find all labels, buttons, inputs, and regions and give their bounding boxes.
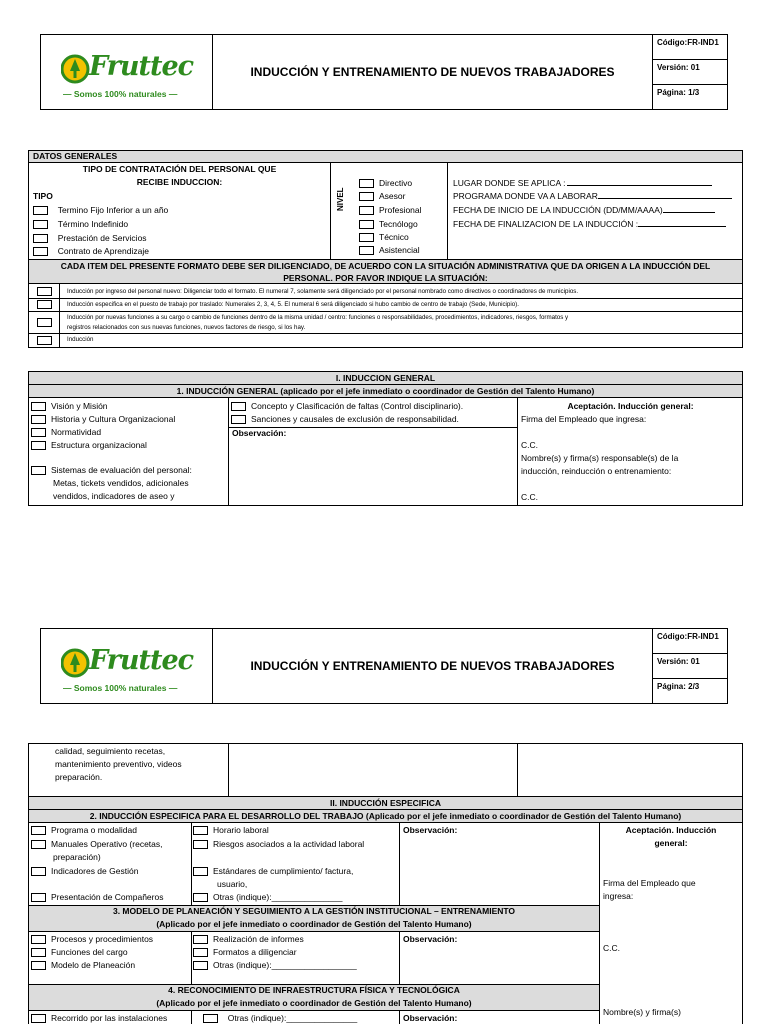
checkbox[interactable] <box>31 826 46 835</box>
checklist-item[interactable]: Estructura organizacional <box>31 440 147 451</box>
document-title: INDUCCIÓN Y ENTRENAMIENTO DE NUEVOS TRABAJADORES <box>213 35 653 109</box>
checkbox[interactable] <box>193 948 208 957</box>
cc-label[interactable]: C.C. <box>521 492 538 502</box>
firma-label[interactable]: ingresa: <box>603 891 634 901</box>
datos-generales-section <box>28 150 743 348</box>
observacion-label: Observación: <box>403 1013 458 1023</box>
observacion-label: Observación: <box>232 428 287 438</box>
checkbox[interactable] <box>193 961 208 970</box>
nivel-option[interactable]: Tecnólogo <box>359 219 418 230</box>
checkbox[interactable] <box>359 233 374 242</box>
checkbox[interactable] <box>37 336 52 345</box>
checkbox[interactable] <box>359 220 374 229</box>
checklist-item[interactable]: Programa o modalidad <box>31 825 137 836</box>
checklist-item[interactable]: Estándares de cumplimiento/ factura, <box>193 866 353 877</box>
checklist-item[interactable]: Normatividad <box>31 427 101 438</box>
cc-label[interactable]: C.C. <box>603 943 620 953</box>
section-title: II. INDUCCIÓN ESPECIFICA <box>29 796 742 810</box>
checklist-item[interactable]: Realización de informes <box>193 934 304 945</box>
situacion-text: Inducción especifica en el puesto de trabajo por traslado: Numerales 2, 3, 4, 5. El numeral 6 será diligenciado si hubo cambio de centro de trabajo (Sede, Municipio). <box>67 301 519 308</box>
checklist-item[interactable]: Indicadores de Gestión <box>31 866 138 877</box>
situacion-text: Inducción <box>67 336 94 343</box>
logo-cell <box>41 35 213 109</box>
checkbox[interactable] <box>203 1014 218 1023</box>
checkbox[interactable] <box>31 428 46 437</box>
situacion-text: Inducción por ingreso del personal nuevo: Diligenciar todo el formato. El numeral 7, solamente será diligenciado por el personal nombrado como directivos o coordinadores de municipios. <box>67 288 579 295</box>
situacion-text: Inducción por nuevas funciones a su cargo o cambio de funciones dentro de la misma unidad / centro: funciones o responsabilidades, procedimientos, indicadores, riesgos, formatos y <box>67 314 569 321</box>
checklist-item[interactable]: Otras (indique):__________________ <box>193 960 357 971</box>
checklist-item[interactable]: Riesgos asociados a la actividad laboral <box>193 839 364 850</box>
checkbox[interactable] <box>359 179 374 188</box>
tipo-heading-2: RECIBE INDUCCION: <box>136 177 223 187</box>
checklist-item-cont: Metas, tickets vendidos, adicionales <box>53 478 189 488</box>
nivel-option[interactable]: Profesional <box>359 205 422 216</box>
checkbox[interactable] <box>33 234 48 243</box>
section-3-subtitle: (Aplicado por el jefe inmediato o coordinador de Gestión del Talento Humano) <box>156 919 472 929</box>
checklist-item[interactable]: Modelo de Planeación <box>31 960 135 971</box>
checkbox[interactable] <box>37 318 52 327</box>
checkbox[interactable] <box>359 206 374 215</box>
logo-text: Fruttec <box>89 51 194 82</box>
checkbox[interactable] <box>31 867 46 876</box>
firma-label[interactable]: Firma del Empleado que <box>603 878 696 888</box>
nombres-label-1: Nombre(s) y firma(s) responsable(s) de la <box>521 453 679 463</box>
programa-field[interactable]: PROGRAMA DONDE VA A LABORAR <box>453 191 732 202</box>
checkbox[interactable] <box>33 247 48 256</box>
checkbox[interactable] <box>31 840 46 849</box>
checkbox[interactable] <box>359 192 374 201</box>
logo-text: Fruttec <box>89 645 194 676</box>
checkbox[interactable] <box>31 441 46 450</box>
situacion-text: registros relacionados con sus nuevas funciones, nuevos factores de riesgo, si los hay. <box>67 324 306 331</box>
observacion-label: Observación: <box>403 934 458 944</box>
tipo-label: TIPO <box>33 191 53 201</box>
tipo-option[interactable]: Término Indefinido <box>33 219 128 230</box>
induccion-especifica-section <box>28 743 743 1024</box>
page-number: Página: 1/3 <box>657 88 700 97</box>
notice-line-1: CADA ITEM DEL PRESENTE FORMATO DEBE SER DILIGENCIADO, DE ACUERDO CON LA SITUACIÓN ADMINISTRATIVA QUE DA ORIGEN A LA INDUCCIÓN DEL <box>60 261 711 271</box>
tipo-heading-1: TIPO DE CONTRATACIÓN DEL PERSONAL QUE <box>82 164 277 174</box>
header-page-1 <box>40 34 728 110</box>
checkbox[interactable] <box>37 300 52 309</box>
tipo-option[interactable]: Contrato de Aprendizaje <box>33 246 149 257</box>
nivel-option[interactable]: Asistencial <box>359 245 420 256</box>
checkbox[interactable] <box>31 415 46 424</box>
induccion-general-section <box>28 371 743 506</box>
checkbox[interactable] <box>193 840 208 849</box>
checklist-item[interactable]: Sanciones y causales de exclusión de responsabilidad. <box>231 414 459 425</box>
fecha-inicio-field[interactable]: FECHA DE INICIO DE LA INDUCCIÓN (DD/MM/AAAA) <box>453 205 715 216</box>
checkbox[interactable] <box>31 466 46 475</box>
logo-tagline: — Somos 100% naturales — <box>63 89 178 99</box>
nivel-label: NIVEL <box>336 187 345 211</box>
checklist-item[interactable]: Funciones del cargo <box>31 947 128 958</box>
checkbox[interactable] <box>31 402 46 411</box>
checkbox[interactable] <box>193 826 208 835</box>
checklist-item[interactable]: Procesos y procedimientos <box>31 934 153 945</box>
continuation-text: mantenimiento preventivo, videos <box>55 759 182 769</box>
version: Versión: 01 <box>653 60 728 85</box>
observacion-label: Observación: <box>403 825 458 835</box>
section-3-title: 3. MODELO DE PLANEACIÓN Y SEGUIMIENTO A LA GESTIÓN INSTITUCIONAL – ENTRENAMIENTO <box>112 906 516 916</box>
checkbox[interactable] <box>33 220 48 229</box>
cc-label[interactable]: C.C. <box>521 440 538 450</box>
checkbox[interactable] <box>31 961 46 970</box>
continuation-text: calidad, seguimiento recetas, <box>55 746 166 756</box>
notice-line-2: PERSONAL. POR FAVOR INDIQUE LA SITUACIÓN: <box>283 273 488 283</box>
codigo: Código:FR-IND1 <box>653 35 728 60</box>
aceptacion-label: Aceptación. Inducción general: <box>567 401 694 411</box>
checklist-item[interactable]: Presentación de Compañeros <box>31 892 163 903</box>
document-title: INDUCCIÓN Y ENTRENAMIENTO DE NUEVOS TRABAJADORES <box>213 629 653 703</box>
checklist-item[interactable]: Sistemas de evaluación del personal: <box>31 465 192 476</box>
checkbox[interactable] <box>33 206 48 215</box>
header-page-2 <box>40 628 728 704</box>
tipo-option[interactable]: Termino Fijo Inferior a un año <box>33 205 168 216</box>
section-4-subtitle: (Aplicado por el jefe inmediato o coordinador de Gestión del Talento Humano) <box>156 998 472 1008</box>
logo-cell <box>41 629 213 703</box>
aceptacion-label: general: <box>654 838 688 848</box>
checkbox[interactable] <box>31 1014 46 1023</box>
checklist-item-cont: preparación) <box>53 852 101 862</box>
checkbox[interactable] <box>193 867 208 876</box>
nivel-option[interactable]: Directivo <box>359 178 412 189</box>
checklist-item[interactable]: Otras (indique):_______________ <box>203 1013 357 1024</box>
nivel-option[interactable]: Asesor <box>359 191 405 202</box>
checkbox[interactable] <box>31 948 46 957</box>
section-title: I. INDUCCION GENERAL <box>29 372 742 385</box>
checkbox[interactable] <box>31 893 46 902</box>
checklist-item[interactable]: Horario laboral <box>193 825 269 836</box>
checkbox[interactable] <box>37 287 52 296</box>
firma-label[interactable]: Firma del Empleado que ingresa: <box>521 414 647 424</box>
checklist-item[interactable]: Recorrido por las instalaciones <box>31 1013 167 1024</box>
section-4-title: 4. RECONOCIMIENTO DE INFRAESTRUCTURA FÍSICA Y TECNOLÓGICA <box>168 985 460 995</box>
checklist-item[interactable]: Formatos a diligenciar <box>193 947 297 958</box>
fruttec-logo <box>61 643 207 695</box>
checklist-item[interactable]: Visión y Misión <box>31 401 108 412</box>
checklist-item-cont: usuario, <box>217 879 248 889</box>
checklist-item-cont: vendidos, indicadores de aseo y <box>53 491 175 501</box>
checklist-item[interactable]: Manuales Operativo (recetas, <box>31 839 163 850</box>
checkbox[interactable] <box>193 935 208 944</box>
nivel-option[interactable]: Técnico <box>359 232 409 243</box>
checkbox[interactable] <box>359 246 374 255</box>
checkbox[interactable] <box>231 402 246 411</box>
checkbox[interactable] <box>31 935 46 944</box>
checklist-item[interactable]: Concepto y Clasificación de faltas (Control disciplinario). <box>231 401 463 412</box>
checklist-item[interactable]: Otras (indique):_______________ <box>193 892 343 903</box>
lugar-field[interactable]: LUGAR DONDE SE APLICA : <box>453 178 712 189</box>
aceptacion-label: Aceptación. Inducción <box>625 825 717 835</box>
section-subtitle: 1. INDUCCIÓN GENERAL (aplicado por el jefe inmediato o coordinador de Gestión del Talento Humano) <box>29 385 742 398</box>
continuation-text: preparación. <box>55 772 103 782</box>
checkbox[interactable] <box>231 415 246 424</box>
checkbox[interactable] <box>193 893 208 902</box>
logo-tagline: — Somos 100% naturales — <box>63 683 178 693</box>
fruttec-logo <box>61 49 207 101</box>
nombres-label-2[interactable]: inducción, reinducción o entrenamiento: <box>521 466 672 476</box>
tipo-option[interactable]: Prestación de Servicios <box>33 233 147 244</box>
datos-title: DATOS GENERALES <box>29 151 742 163</box>
section-2-title: 2. INDUCCIÓN ESPECIFICA PARA EL DESARROLLO DEL TRABAJO (Aplicado por el jefe inmediato o coordinador de Gestión del Talento Humano) <box>29 810 742 823</box>
nombres-label[interactable]: Nombre(s) y firma(s) <box>603 1007 681 1017</box>
checklist-item[interactable]: Historia y Cultura Organizacional <box>31 414 175 425</box>
version: Versión: 01 <box>653 654 728 679</box>
page-number: Página: 2/3 <box>657 682 700 691</box>
codigo: Código:FR-IND1 <box>653 629 728 654</box>
fecha-fin-field[interactable]: FECHA DE FINALIZACION DE LA INDUCCIÓN : <box>453 219 726 230</box>
